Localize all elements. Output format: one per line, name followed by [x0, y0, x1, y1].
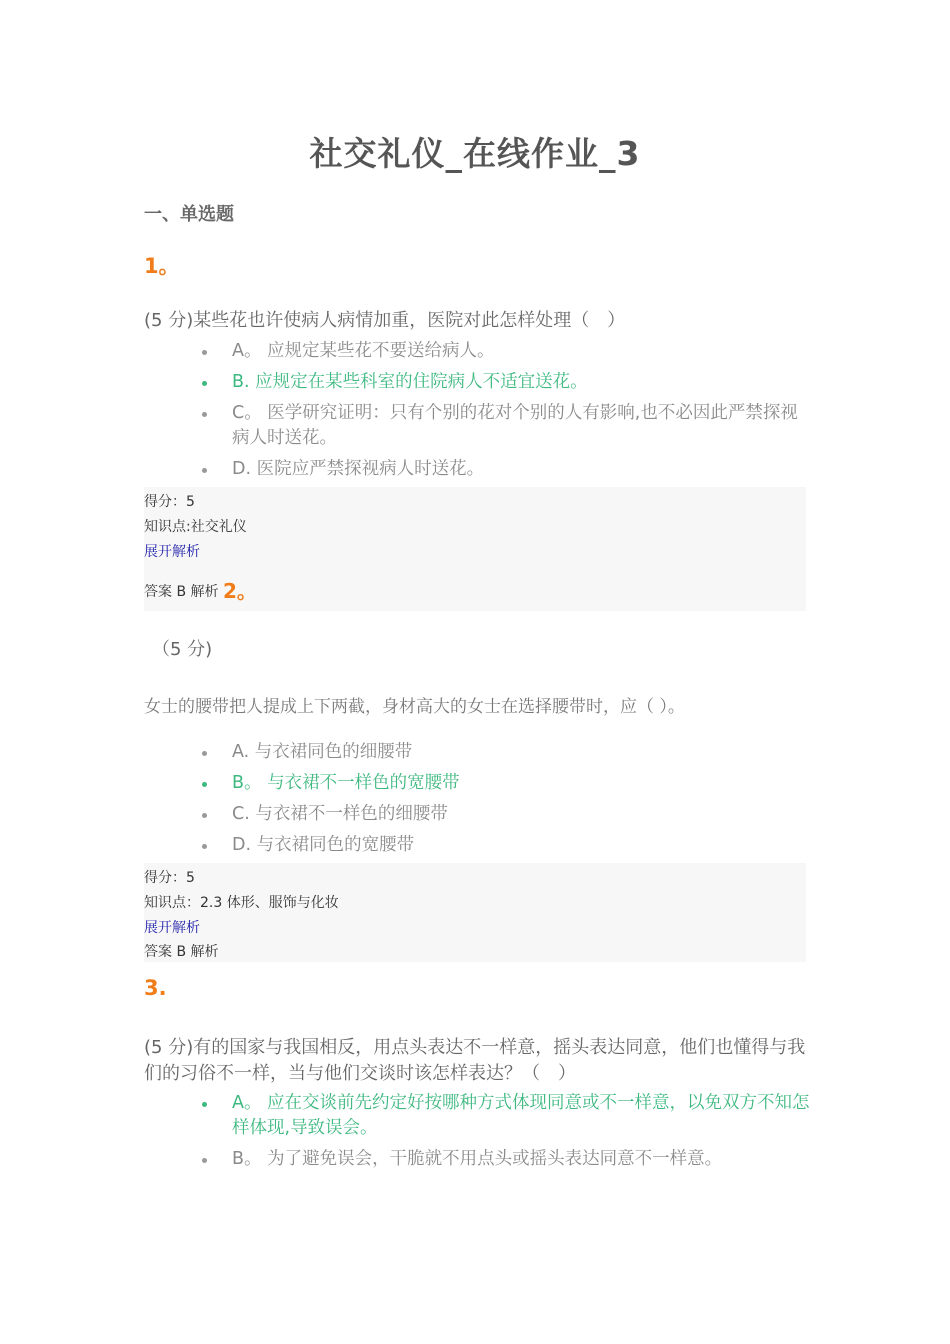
- score-panel: [144, 487, 806, 611]
- option-c[interactable]: [200, 401, 810, 451]
- question-number: 2。: [222, 579, 257, 603]
- bullet-icon: [202, 412, 207, 417]
- option-a[interactable]: [200, 740, 810, 765]
- question-points: （5 分): [152, 639, 213, 660]
- bullet-icon: [202, 813, 207, 818]
- option-label: B。 与衣裙不一样色的宽腰带: [232, 773, 460, 793]
- bullet-icon: [202, 1102, 207, 1107]
- option-label: C。 医学研究证明：只有个别的花对个别的人有影响,也不必因此严禁探视病人时送花。: [232, 403, 798, 448]
- option-list: [200, 1091, 810, 1178]
- expand-analysis-link[interactable]: 展开解析: [144, 920, 200, 936]
- bullet-icon: [202, 1158, 207, 1163]
- option-label: A. 与衣裙同色的细腰带: [232, 742, 413, 762]
- question-number: 1。: [144, 254, 180, 278]
- question-text: 女士的腰带把人提成上下两截，身材高大的女士在选择腰带时，应（ ）。: [144, 697, 685, 717]
- option-b[interactable]: [200, 1147, 810, 1172]
- option-list: [200, 740, 810, 864]
- option-label: A。 应规定某些花不要送给病人。: [232, 341, 495, 361]
- bullet-icon: [202, 468, 207, 473]
- option-label: B. 应规定在某些科室的住院病人不适宜送花。: [232, 372, 588, 392]
- option-d[interactable]: [200, 833, 810, 858]
- option-d[interactable]: [200, 457, 810, 482]
- answer-text: 答案 B 解析: [144, 584, 219, 600]
- option-label: C. 与衣裙不一样色的细腰带: [232, 804, 448, 824]
- option-c[interactable]: [200, 802, 810, 827]
- section-heading: 一、单选题: [144, 204, 234, 225]
- bullet-icon: [202, 782, 207, 787]
- bullet-icon: [202, 751, 207, 756]
- question-number: 3.: [144, 976, 167, 1000]
- bullet-icon: [202, 381, 207, 386]
- option-a[interactable]: [200, 1091, 810, 1141]
- bullet-icon: [202, 844, 207, 849]
- option-label: D. 与衣裙同色的宽腰带: [232, 835, 415, 855]
- question-text: (5 分)有的国家与我国相反，用点头表达不一样意，摇头表达同意，他们也懂得与我们的习俗不一样，当与他们交谈时该怎样表达？（ ）: [144, 1037, 806, 1084]
- answer-line: [144, 575, 257, 604]
- option-b[interactable]: [200, 771, 810, 796]
- option-label: B。 为了避免误会，干脆就不用点头或摇头表达同意不一样意。: [232, 1149, 723, 1169]
- score-panel: [144, 863, 806, 962]
- option-label: A。 应在交谈前先约定好按哪种方式体现同意或不一样意，以免双方不知怎样体现,导致误会。: [232, 1093, 810, 1138]
- knowledge-point: 知识点：2.3 体形、服饰与化妆: [144, 895, 339, 911]
- expand-analysis-link[interactable]: 展开解析: [144, 544, 200, 560]
- option-b[interactable]: [200, 370, 810, 395]
- knowledge-point: 知识点:社交礼仪: [144, 519, 247, 535]
- score-label: 得分：5: [144, 494, 195, 510]
- answer-text: 答案 B 解析: [144, 944, 219, 960]
- score-label: 得分：5: [144, 870, 195, 886]
- bullet-icon: [202, 350, 207, 355]
- option-list: [200, 339, 810, 488]
- question-text: (5 分)某些花也许使病人病情加重，医院对此怎样处理（ ）: [144, 310, 626, 331]
- option-a[interactable]: [200, 339, 810, 364]
- option-label: D. 医院应严禁探视病人时送花。: [232, 459, 485, 479]
- page-title: 社交礼仪_在线作业_3: [309, 134, 641, 173]
